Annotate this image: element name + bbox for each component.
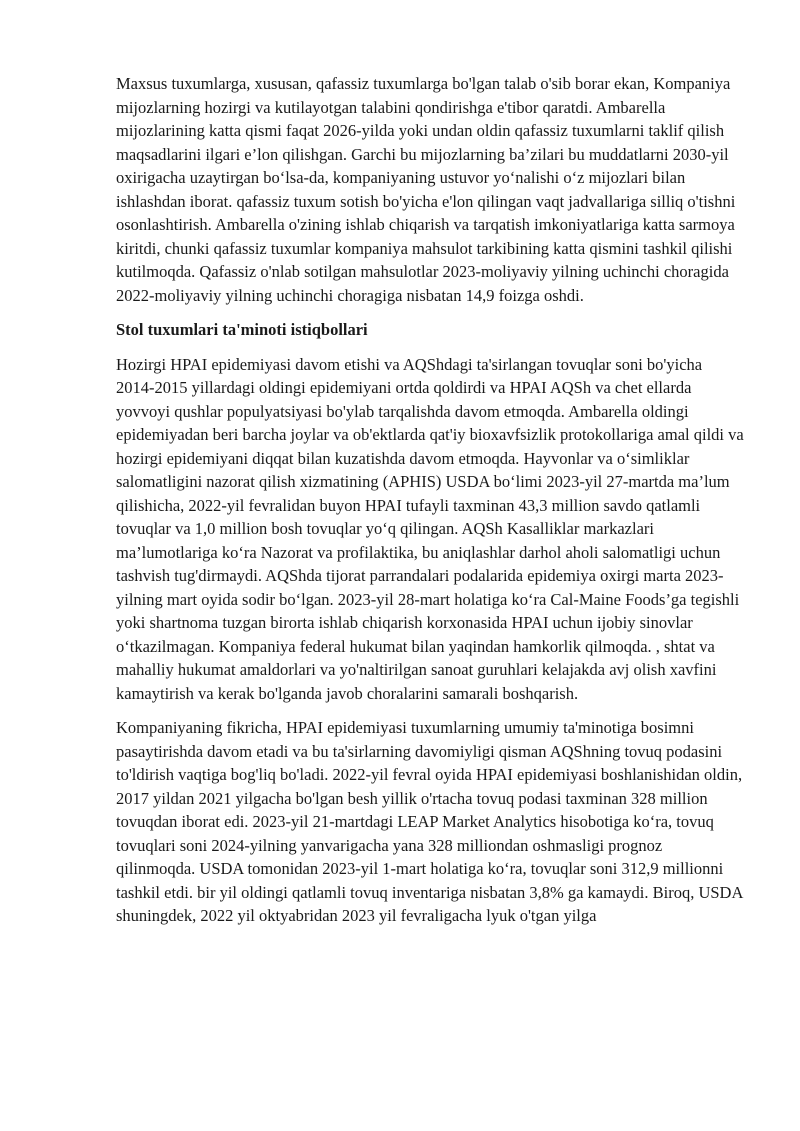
document-page [116,72,744,939]
paragraph-2: Hozirgi HPAI epidemiyasi davom etishi va AQShdagi ta'sirlangan tovuqlar soni bo'yicha 2014-2015 yillardagi oldingi epidemiyani ortda qoldirdi va HPAI AQSh va chet ellarda yovvoyi qushlar populyatsiyasi bo'ylab tarqalishda davom etmoqda. Ambarella oldingi epidemiyadan beri barcha joylar va ob'ektlarda qat'iy bioxavfsizlik protokollariga amal qildi va hozirgi epidemiyani diqqat bilan kuzatishda davom etmoqda. Hayvonlar va o‘simliklar salomatligini nazorat qilish xizmatining (APHIS) USDA bo‘limi 2023-yil 27-martda ma’lum qilishicha, 2022-yil fevralidan buyon HPAI tufayli taxminan 43,3 million savdo qatlamli tovuqlar va 1,0 million bosh tovuqlar yo‘q qilingan. AQSh Kasalliklar markazlari ma’lumotlariga ko‘ra Nazorat va profilaktika, bu aniqlashlar darhol aholi salomatligi uchun tashvish tug'dirmaydi. AQShda tijorat parrandalari podalarida epidemiya oxirgi marta 2023-yilning mart oyida sodir bo‘lgan. 2023-yil 28-mart holatiga ko‘ra Cal-Maine Foods’ga tegishli yoki shartnoma tuzgan birorta ishlab chiqarish korxonasida HPAI uchun ijobiy sinovlar o‘tkazilmagan. Kompaniya federal hukumat bilan yaqindan hamkorlik qilmoqda. , shtat va mahalliy hukumat amaldorlari va yo'naltirilgan sanoat guruhlari kelajakda avj olish xavfini kamaytirish va kerak bo'lganda javob choralarini samarali boshqarish. [116,354,744,703]
paragraph-3: Kompaniyaning fikricha, HPAI epidemiyasi tuxumlarning umumiy ta'minotiga bosimni pasaytirishda davom etadi va bu ta'sirlarning davomiyligi qisman AQShning tovuq podasini to'ldirish vaqtiga bog'liq bo'ladi. 2022-yil fevral oyida HPAI epidemiyasi boshlanishidan oldin, 2017 yildan 2021 yilgacha bo'lgan besh yillik o'rtacha tovuq podasi taxminan 328 million tovuqdan iborat edi. 2023-yil 21-martdagi LEAP Market Analytics hisobotiga ko‘ra, tovuq tovuqlari soni 2024-yilning yanvarigacha yana 328 milliondan oshmasligi prognoz qilinmoqda. USDA tomonidan 2023-yil 1-mart holatiga ko‘ra, tovuqlar soni 312,9 millionni tashkil etdi. bir yil oldingi qatlamli tovuq inventariga nisbatan 3,8% ga kamaydi. Biroq, USDA shuningdek, 2022 yil oktyabridan 2023 yil fevraligacha lyuk o'tgan yilga [116,718,743,925]
paragraph-1: Maxsus tuxumlarga, xususan, qafassiz tuxumlarga bo'lgan talab o'sib borar ekan, Kompaniya mijozlarning hozirgi va kutilayotgan talabini qondirishga e'tibor qaratdi. Ambarella mijozlarining katta qismi faqat 2026-yilda yoki undan oldin qafassiz tuxumlarni taklif qilish maqsadlarini ilgari e’lon qilishgan. Garchi bu mijozlarning ba’zilari bu muddatlarni 2030-yil oxirigacha uzaytirgan bo‘lsa-da, kompaniyaning ustuvor yo‘nalishi o‘z mijozlari bilan ishlashdan iborat. qafassiz tuxum sotish bo'yicha e'lon qilingan vaqt jadvallariga silliq o'tishni osonlashtirish. Ambarella o'zining ishlab chiqarish va tarqatish imkoniyatlariga katta sarmoya kiritdi, chunki qafassiz tuxumlar kompaniya mahsulot tarkibining katta qismini tashkil qilishi kutilmoqda. Qafassiz o'nlab sotilgan mahsulotlar 2023-moliyaviy yilning uchinchi choragida 2022-moliyaviy yilning uchinchi choragiga nisbatan 14,9 foizga oshdi. [116,74,736,305]
section-heading: Stol tuxumlari ta'minoti istiqbollari [116,320,368,339]
